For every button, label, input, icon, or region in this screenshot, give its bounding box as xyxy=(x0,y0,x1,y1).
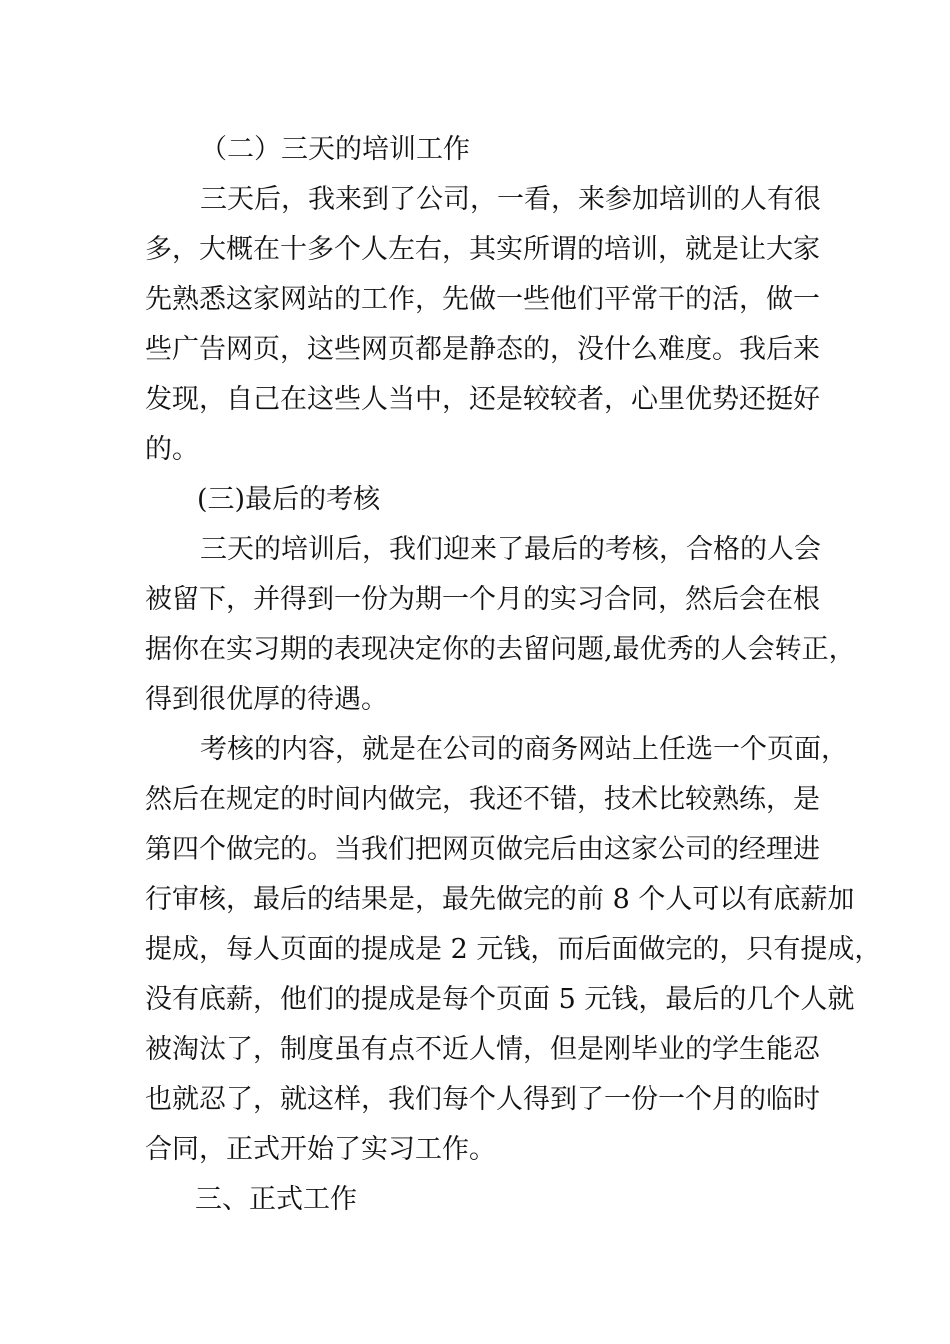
paragraph-line: 行审核，最后的结果是，最先做完的前 8 个人可以有底薪加 xyxy=(145,884,855,915)
paragraph-line: 三天后，我来到了公司，一看，来参加培训的人有很 xyxy=(200,184,821,215)
paragraph-line: 合同，正式开始了实习工作。 xyxy=(145,1134,496,1165)
chapter-heading-formal-work: 三、正式工作 xyxy=(195,1184,357,1215)
section-heading-training: （二）三天的培训工作 xyxy=(200,134,470,165)
paragraph-line: 考核的内容，就是在公司的商务网站上任选一个页面， xyxy=(200,734,848,765)
paragraph-line: 没有底薪，他们的提成是每个页面 5 元钱，最后的几个人就 xyxy=(145,984,855,1015)
paragraph-line: 提成，每人页面的提成是 2 元钱，而后面做完的，只有提成， xyxy=(145,934,882,965)
paragraph-line: 三天的培训后，我们迎来了最后的考核，合格的人会 xyxy=(200,534,821,565)
paragraph-line: 被淘汰了，制度虽有点不近人情，但是刚毕业的学生能忍 xyxy=(145,1034,820,1065)
paragraph-line: 先熟悉这家网站的工作，先做一些他们平常干的活，做一 xyxy=(145,284,820,315)
paragraph-line: 发现，自己在这些人当中，还是较较者，心里优势还挺好 xyxy=(145,384,820,415)
paragraph-line: 被留下，并得到一份为期一个月的实习合同，然后会在根 xyxy=(145,584,820,615)
paragraph-line: 然后在规定的时间内做完，我还不错，技术比较熟练，是 xyxy=(145,784,820,815)
paragraph-line: 些广告网页，这些网页都是静态的，没什么难度。我后来 xyxy=(145,334,820,365)
paragraph-line: 多，大概在十多个人左右，其实所谓的培训，就是让大家 xyxy=(145,234,820,265)
paragraph-line: 也就忍了，就这样，我们每个人得到了一份一个月的临时 xyxy=(145,1084,820,1115)
paragraph-line: 的。 xyxy=(145,434,199,465)
paragraph-line: 得到很优厚的待遇。 xyxy=(145,684,388,715)
section-heading-assessment: (三)最后的考核 xyxy=(197,484,381,515)
paragraph-line: 第四个做完的。当我们把网页做完后由这家公司的经理进 xyxy=(145,834,820,865)
paragraph-line: 据你在实习期的表现决定你的去留问题,最优秀的人会转正， xyxy=(145,634,856,665)
